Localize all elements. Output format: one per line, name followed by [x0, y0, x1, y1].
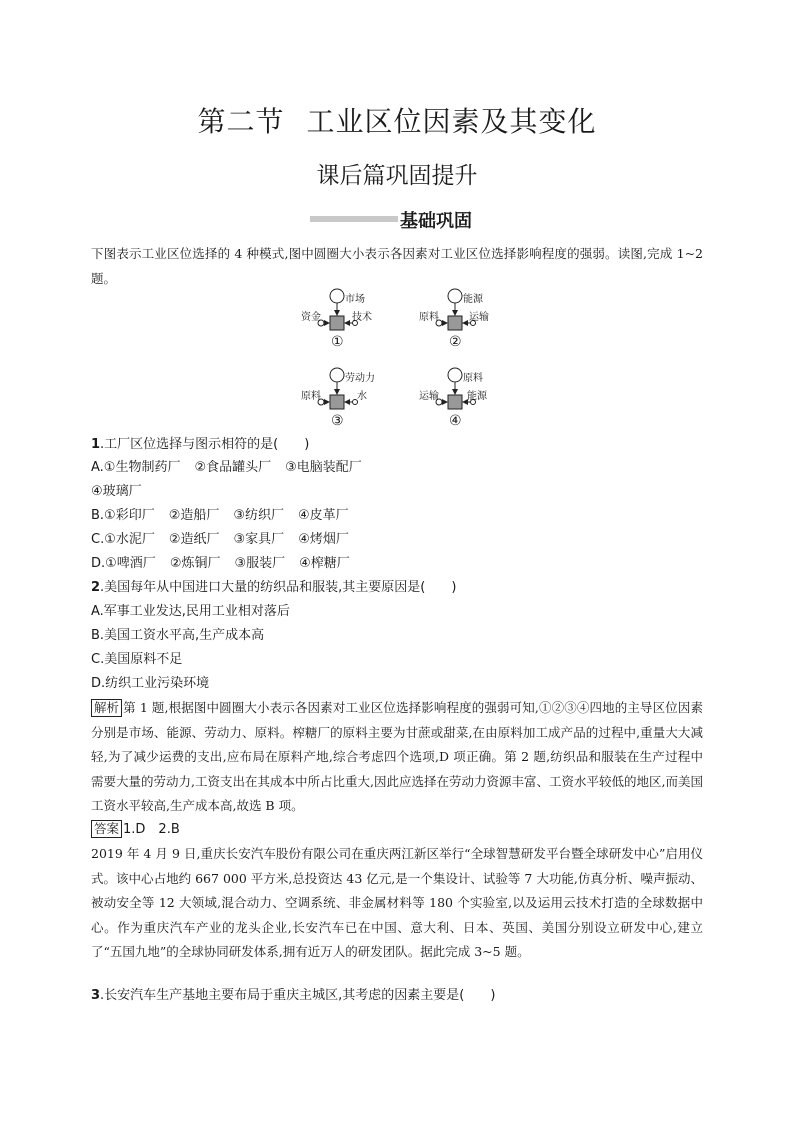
question-3	[91, 985, 495, 1007]
d4-right-label: 能源	[467, 391, 487, 402]
section-label: 基础巩固	[400, 211, 472, 232]
d3-right-label: 水	[357, 391, 367, 402]
d2-top-label: 能源	[463, 294, 483, 305]
q3-number: 3	[91, 988, 101, 1003]
d3-number: ③	[331, 413, 344, 429]
q1-option-a-cont: ④玻璃厂	[91, 484, 142, 499]
intro-paragraph: 下图表示工业区位选择的 4 种模式,图中圆圈大小表示各因素对工业区位选择影响程度的强弱。读图,完成 1~2 题。	[91, 246, 703, 286]
q2-option-d: D.纺织工业污染环境	[91, 676, 210, 691]
question-2	[91, 577, 456, 599]
q3-stem: .长安汽车生产基地主要布局于重庆主城区,其考虑的因素主要是( )	[100, 988, 496, 1003]
analysis-text: 第 1 题,根据图中圆圈大小表示各因素对工业区位选择影响程度的强弱可知,①②③④四地的主导区位因素分别是市场、能源、劳动力、原料。榨糖厂的原料主要为甘蔗或甜菜,在由原料加工成产品的过程中,重量大大减轻,为了减少运费的支出,应布局在原料产地,综合考虑四个选项,D 项正确。第 2 题,纺织品和服装在生产过程中需要大量的劳动力,工资支出在其成本中所占比重大,因此应选择在劳动力资源丰富、工资水平较低的地区,而美国工资水平较高,生产成本高,故选 B 项。	[91, 700, 703, 813]
answer-tag: 答案	[91, 820, 122, 838]
d1-left-label: 资金	[301, 312, 321, 323]
passage-2: 2019 年 4 月 9 日,重庆长安汽车股份有限公司在重庆两江新区举行“全球智慧研发平台暨全球研发中心”启用仪式。该中心占地约 667 000 平方米,总投资达 43 亿元,是一个集设计、试验等 7 大功能,仿真分析、噪声振动、被动安全等 12 大领域,混合动力、空调系统、非金属材料等 180 个实验室,以及运用云技术打造的全球数据中心。作为重庆汽车产业的龙头企业,长安汽车已在中国、意大利、日本、英国、美国分别设立研发中心,建立了“五国九地”的全球协同研发体系,拥有近万人的研发团队。据此完成 3~5 题。	[91, 846, 703, 959]
d1-top-label: 市场	[345, 294, 365, 305]
d2-left-label: 原料	[419, 312, 439, 323]
d2-right-label: 运输	[469, 312, 489, 323]
page-subtitle: 课后篇巩固提升	[316, 163, 478, 189]
q2-number: 2	[91, 580, 101, 595]
q1-option-d: D.①啤酒厂 ②炼铜厂 ③服装厂 ④榨糖厂	[91, 556, 350, 571]
title-topic: 工业区位因素及其变化	[306, 105, 597, 138]
d4-top-label: 原料	[463, 373, 483, 384]
page-title	[0, 100, 794, 140]
q1-option-c: C.①水泥厂 ②造纸厂 ③家具厂 ④烤烟厂	[91, 532, 349, 547]
d1-right-label: 技术	[352, 312, 372, 323]
analysis-tag: 解析	[91, 699, 122, 717]
d4-number: ④	[449, 413, 462, 429]
d2-number: ②	[449, 334, 462, 350]
q2-option-a: A.军事工业发达,民用工业相对落后	[91, 604, 290, 619]
q1-stem: .工厂区位选择与图示相符的是( )	[100, 437, 310, 452]
question-1	[91, 434, 309, 456]
q2-option-c: C.美国原料不足	[91, 652, 183, 667]
answer-block	[91, 819, 180, 841]
section-bar	[310, 216, 398, 222]
q2-stem: .美国每年从中国进口大量的纺织品和服装,其主要原因是( )	[100, 580, 457, 595]
q1-number: 1	[91, 437, 101, 452]
d4-left-label: 运输	[419, 391, 439, 402]
d1-number: ①	[331, 334, 344, 350]
q1-option-a: A.①生物制药厂 ②食品罐头厂 ③电脑装配厂	[91, 460, 362, 475]
answer-text: 1.D 2.B	[123, 822, 180, 837]
title-section: 第二节	[197, 105, 285, 138]
q2-option-b: B.美国工资水平高,生产成本高	[91, 628, 265, 643]
analysis-block	[91, 696, 703, 819]
d3-left-label: 原料	[301, 391, 321, 402]
q1-option-b: B.①彩印厂 ②造船厂 ③纺织厂 ④皮革厂	[91, 508, 349, 523]
d3-top-label: 劳动力	[345, 373, 375, 384]
